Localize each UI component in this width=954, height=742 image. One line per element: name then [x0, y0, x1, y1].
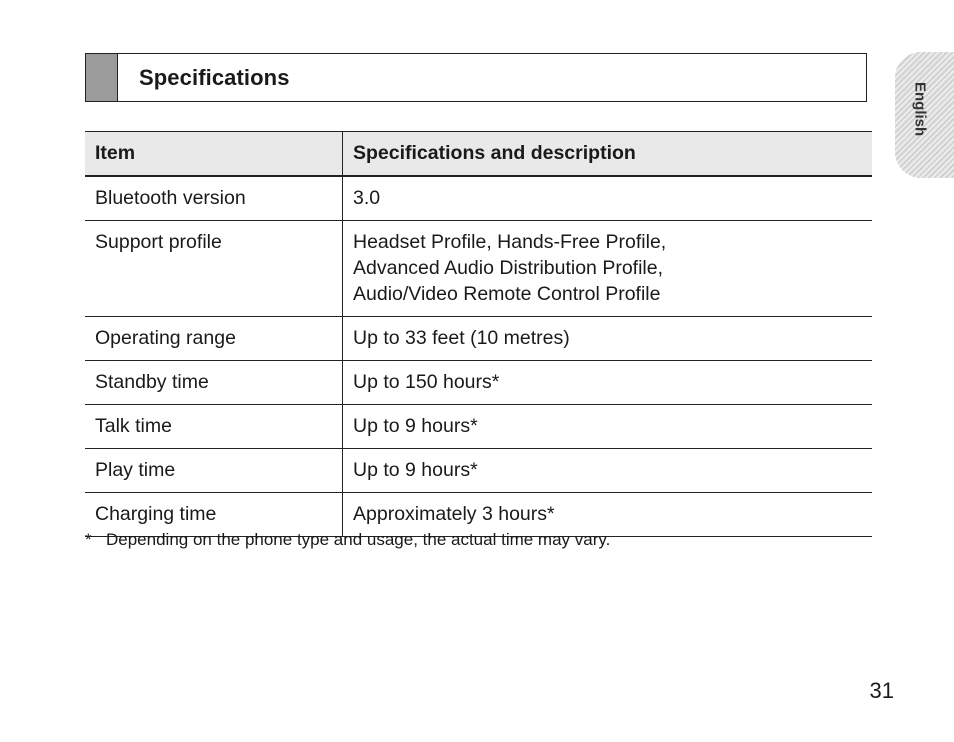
table-row	[85, 221, 872, 317]
row-description-cell	[343, 405, 873, 449]
row-description-cell	[343, 449, 873, 493]
description-line: Up to 9 hours*	[353, 415, 478, 437]
description-line: Headset Profile, Hands-Free Profile,	[353, 231, 667, 253]
row-item-cell: Talk time	[85, 405, 343, 449]
page-number: 31	[869, 678, 894, 703]
table-row	[85, 449, 872, 493]
language-tab	[895, 52, 954, 178]
description-line: Advanced Audio Distribution Profile,	[353, 257, 664, 279]
table-row	[85, 361, 872, 405]
column-header-item: Item	[85, 132, 343, 177]
footnote-mark: *	[85, 530, 92, 549]
column-header-description: Specifications and description	[343, 132, 873, 177]
row-item-cell: Support profile	[85, 221, 343, 317]
row-item-cell: Charging time	[85, 493, 343, 537]
description-line: Up to 150 hours*	[353, 371, 500, 393]
table-header-row	[85, 132, 872, 177]
table-row	[85, 176, 872, 221]
row-description-cell	[343, 361, 873, 405]
language-tab-label: English	[911, 82, 929, 137]
row-description-cell	[343, 221, 873, 317]
row-item-cell: Operating range	[85, 317, 343, 361]
table-row	[85, 405, 872, 449]
row-description-cell	[343, 317, 873, 361]
table-row	[85, 317, 872, 361]
description-line: Audio/Video Remote Control Profile	[353, 283, 661, 305]
footnote-text: Depending on the phone type and usage, the actual time may vary.	[106, 530, 611, 549]
footnote	[85, 530, 610, 550]
page-title: Specifications	[139, 64, 290, 90]
description-line: 3.0	[353, 187, 381, 209]
row-item-cell: Bluetooth version	[85, 176, 343, 221]
header-color-block	[86, 54, 118, 101]
section-header	[85, 53, 867, 102]
specifications-table	[85, 131, 872, 537]
description-line: Approximately 3 hours*	[353, 503, 555, 525]
description-line: Up to 9 hours*	[353, 459, 478, 481]
description-line: Up to 33 feet (10 metres)	[353, 327, 570, 349]
row-item-cell: Standby time	[85, 361, 343, 405]
row-description-cell	[343, 176, 873, 221]
row-item-cell: Play time	[85, 449, 343, 493]
